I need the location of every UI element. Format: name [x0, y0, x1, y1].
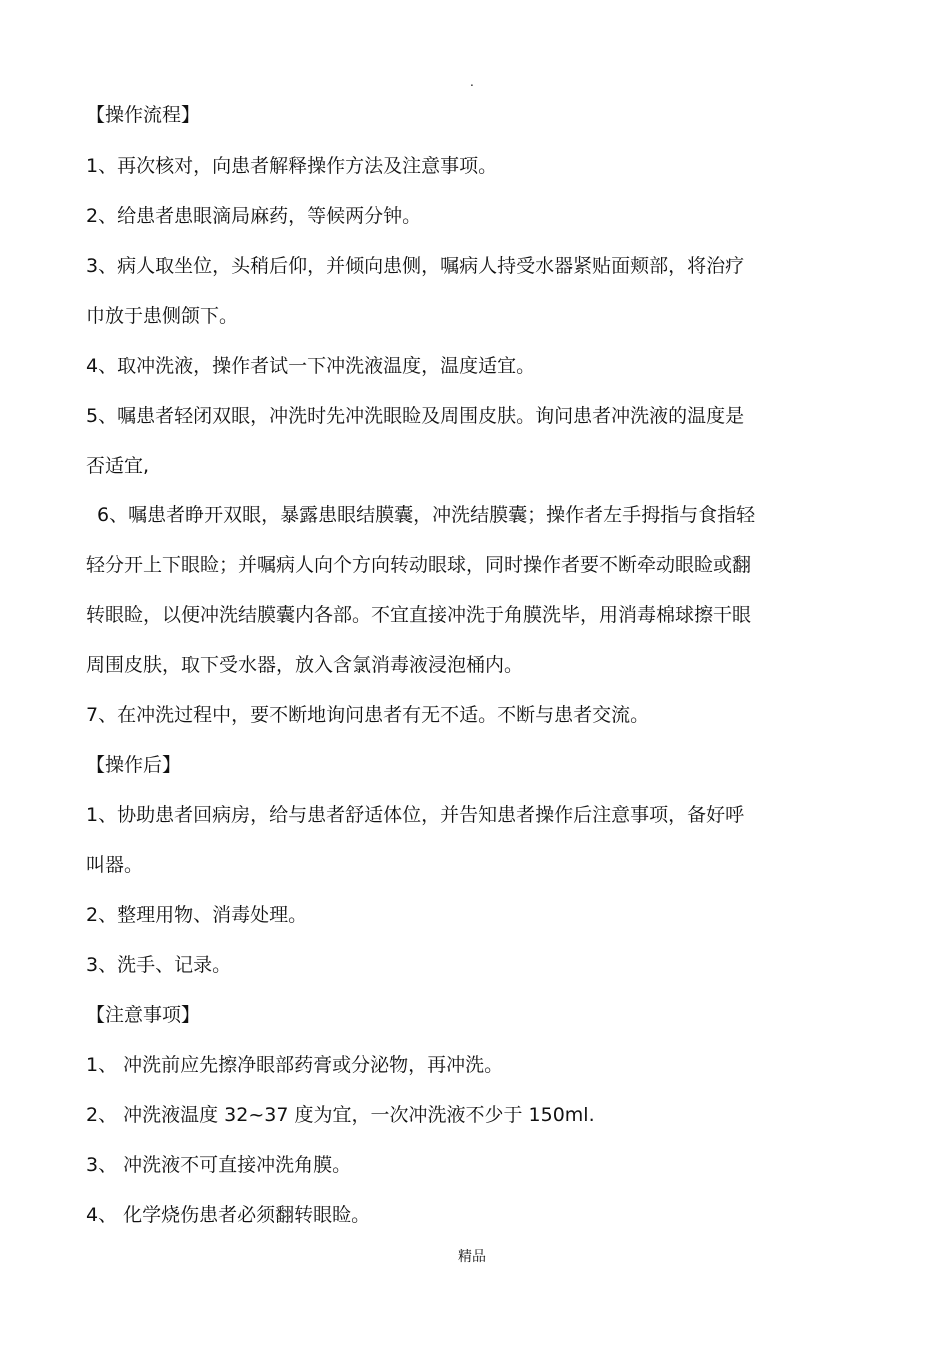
procedure-step-6-line-4: 周围皮肤，取下受水器，放入含氯消毒液浸泡桶内。 [86, 654, 524, 676]
procedure-step-3-line-1: 3、病人取坐位，头稍后仰，并倾向患侧，嘱病人持受水器紧贴面颊部，将治疗 [86, 255, 745, 277]
after-step-2: 2、整理用物、消毒处理。 [86, 904, 308, 926]
procedure-step-6-line-3: 转眼睑，以便冲洗结膜囊内各部。不宜直接冲洗于角膜洗毕，用消毒棉球擦干眼 [86, 604, 752, 626]
procedure-step-1: 1、再次核对，向患者解释操作方法及注意事项。 [86, 155, 498, 177]
after-step-1-line-2: 叫器。 [86, 854, 144, 876]
after-step-3: 3、洗手、记录。 [86, 954, 232, 976]
precaution-4: 4、 化学烧伤患者必须翻转眼睑。 [86, 1204, 371, 1226]
section-heading-procedure: 【操作流程】 [86, 104, 201, 126]
procedure-step-6-line-2: 轻分开上下眼睑；并嘱病人向个方向转动眼球，同时操作者要不断牵动眼睑或翻 [86, 554, 752, 576]
precaution-1: 1、 冲洗前应先擦净眼部药膏或分泌物，再冲洗。 [86, 1054, 504, 1076]
procedure-step-3-line-2: 巾放于患侧颌下。 [86, 305, 239, 327]
section-heading-precautions: 【注意事项】 [86, 1004, 201, 1026]
procedure-step-5-line-1: 5、嘱患者轻闭双眼，冲洗时先冲洗眼睑及周围皮肤。询问患者冲洗液的温度是 [86, 405, 745, 427]
procedure-step-6-line-1: 6、嘱患者睁开双眼，暴露患眼结膜囊，冲洗结膜囊；操作者左手拇指与食指轻 [97, 504, 756, 526]
precaution-2: 2、 冲洗液温度 32~37 度为宜，一次冲洗液不少于 150ml. [86, 1104, 595, 1126]
procedure-step-4: 4、取冲洗液，操作者试一下冲洗液温度，温度适宜。 [86, 355, 536, 377]
page-header-mark: . [470, 75, 474, 89]
precaution-3: 3、 冲洗液不可直接冲洗角膜。 [86, 1154, 352, 1176]
procedure-step-2: 2、给患者患眼滴局麻药，等候两分钟。 [86, 205, 422, 227]
after-step-1-line-1: 1、协助患者回病房，给与患者舒适体位，并告知患者操作后注意事项，备好呼 [86, 804, 745, 826]
page-footer-label: 精品 [458, 1249, 486, 1265]
section-heading-after-procedure: 【操作后】 [86, 754, 182, 776]
procedure-step-7: 7、在冲洗过程中，要不断地询问患者有无不适。不断与患者交流。 [86, 704, 650, 726]
procedure-step-5-line-2: 否适宜, [86, 455, 150, 477]
